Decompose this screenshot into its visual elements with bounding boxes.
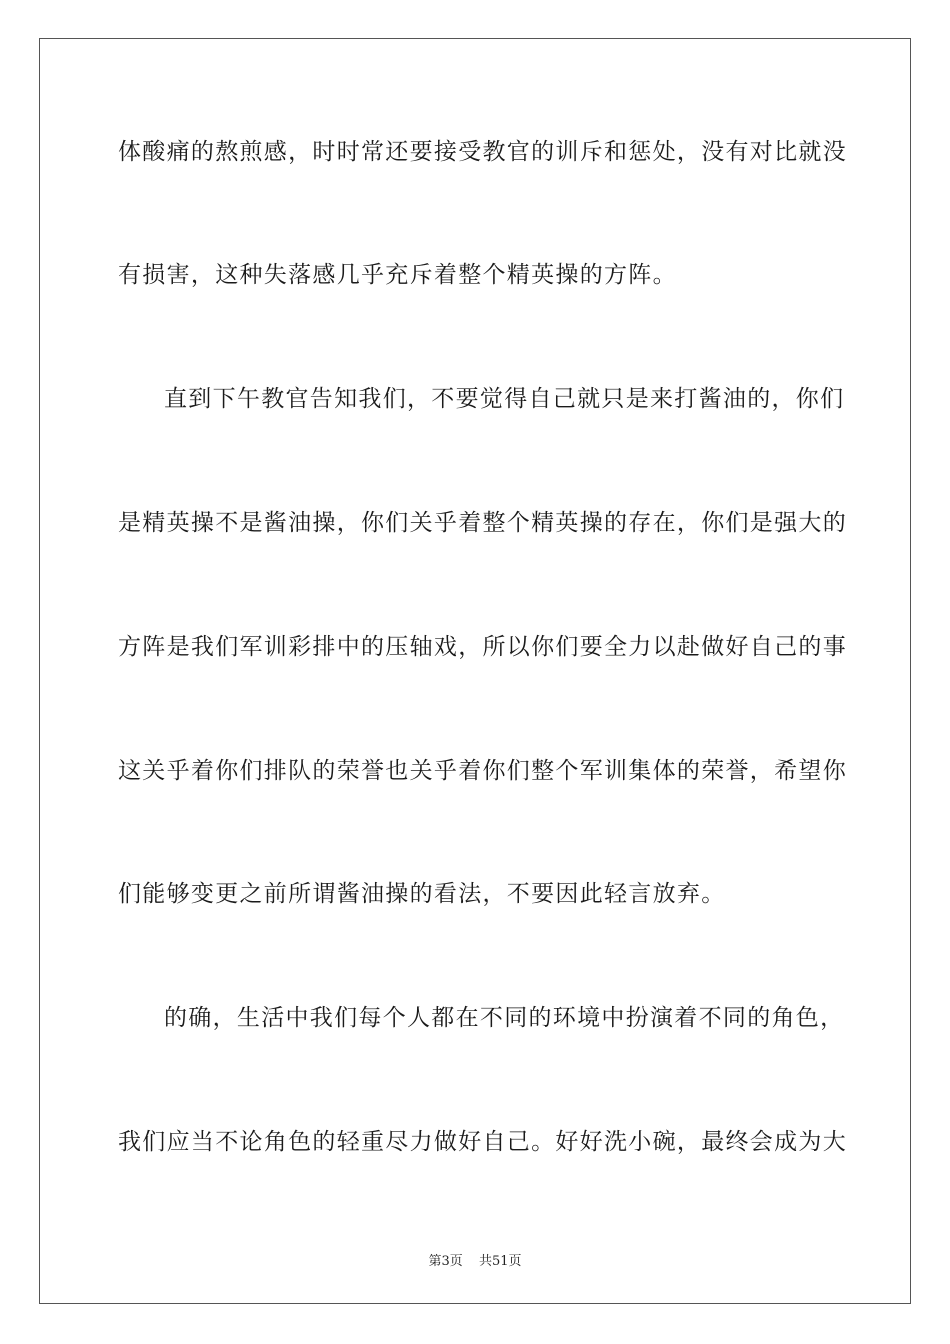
page-footer (0, 1250, 950, 1269)
text-line: 直到下午教官告知我们，不要觉得自己就只是来打酱油的，你们 (164, 386, 845, 412)
text-line: 我们应当不论角色的轻重尽力做好自己。好好洗小碗，最终会成为大 (118, 1129, 847, 1155)
text-line: 有损害，这种失落感几乎充斥着整个精英操的方阵。 (118, 262, 677, 288)
text-line: 的确，生活中我们每个人都在不同的环境中扮演着不同的角色， (164, 1005, 845, 1031)
text-line: 是精英操不是酱油操，你们关乎着整个精英操的存在，你们是强大的 (118, 510, 847, 536)
page-border (39, 38, 911, 1304)
text-line: 们能够变更之前所谓酱油操的看法，不要因此轻言放弃。 (118, 881, 726, 907)
page-total: 共51页 (478, 1254, 522, 1269)
text-line: 这关乎着你们排队的荣誉也关乎着你们整个军训集体的荣誉，希望你 (118, 758, 847, 784)
page-number: 第3页 (428, 1254, 463, 1269)
text-line: 方阵是我们军训彩排中的压轴戏，所以你们要全力以赴做好自己的事 (118, 634, 847, 660)
text-line: 体酸痛的熬煎感，时时常还要接受教官的训斥和惩处，没有对比就没 (118, 139, 847, 165)
